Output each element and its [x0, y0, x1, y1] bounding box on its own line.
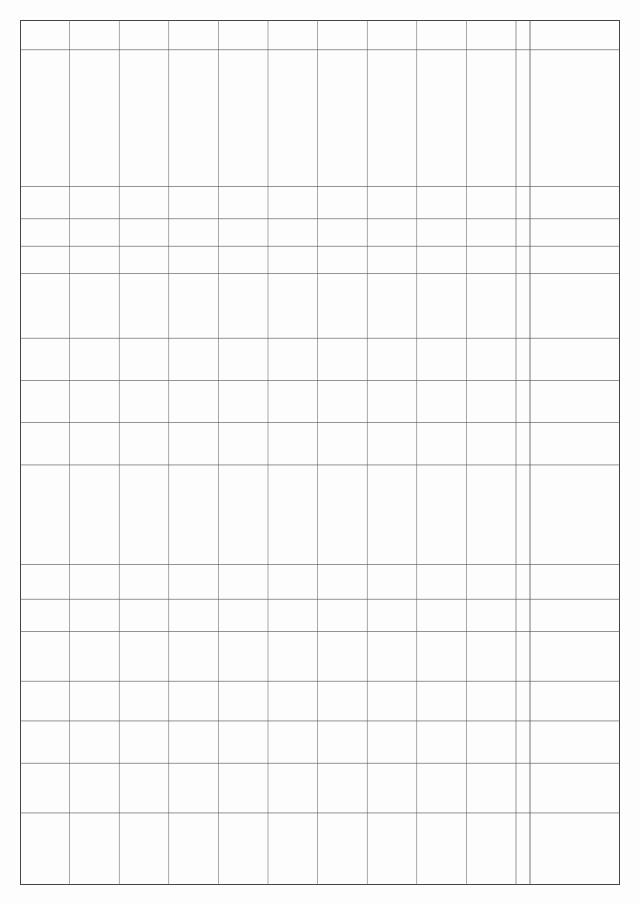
rotated-data-table — [20, 20, 620, 885]
table-grid — [20, 20, 620, 885]
